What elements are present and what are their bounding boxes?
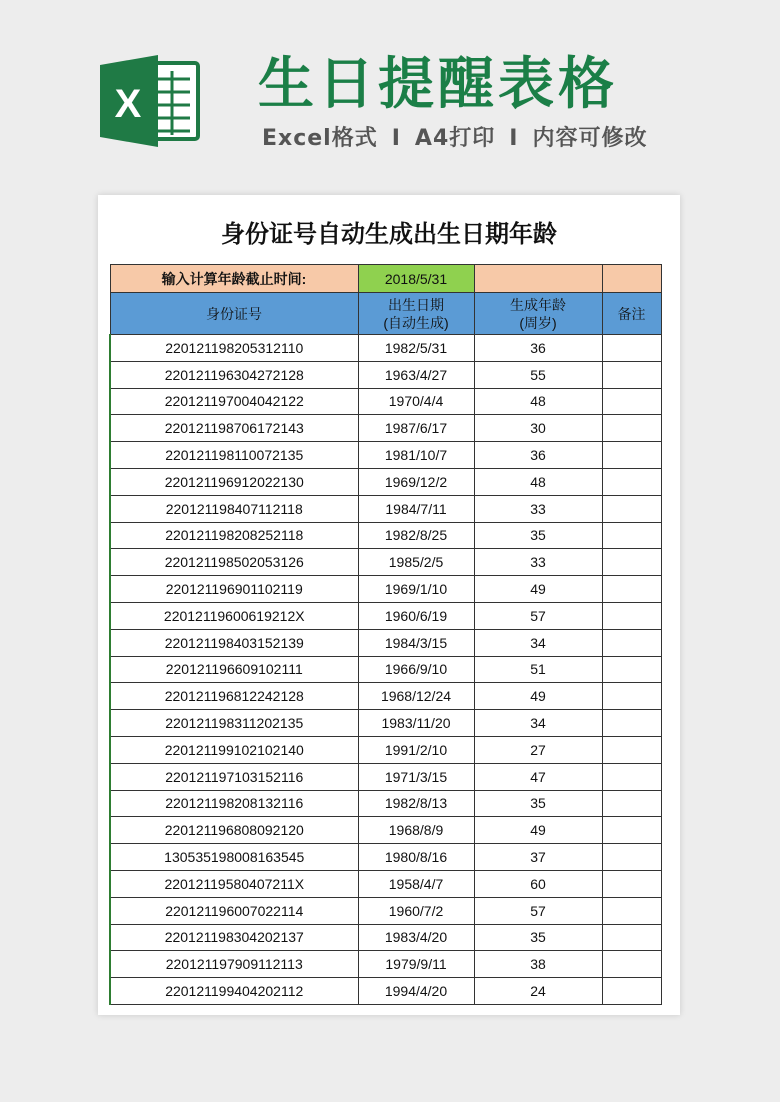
note-cell[interactable] — [602, 495, 661, 522]
birth-date-cell[interactable]: 1966/9/10 — [358, 656, 474, 683]
column-header-birth — [358, 293, 474, 335]
table-row — [110, 388, 661, 415]
birth-date-cell[interactable]: 1969/1/10 — [358, 576, 474, 603]
table-row — [110, 576, 661, 603]
table-row — [110, 602, 661, 629]
note-cell[interactable] — [602, 576, 661, 603]
table-row — [110, 629, 661, 656]
note-cell[interactable] — [602, 817, 661, 844]
column-header-id: 身份证号 — [110, 293, 358, 335]
note-cell[interactable] — [602, 335, 661, 362]
note-cell[interactable] — [602, 388, 661, 415]
id-cell[interactable]: 220121197103152116 — [110, 763, 358, 790]
id-cell[interactable]: 220121199404202112 — [110, 978, 358, 1005]
table-row — [110, 736, 661, 763]
note-cell[interactable] — [602, 629, 661, 656]
id-cell[interactable]: 220121198110072135 — [110, 442, 358, 469]
table-row — [110, 415, 661, 442]
birth-date-cell[interactable]: 1982/8/25 — [358, 522, 474, 549]
column-header-age-line2: (周岁) — [519, 314, 557, 331]
table-row — [110, 656, 661, 683]
birth-date-cell[interactable]: 1960/7/2 — [358, 897, 474, 924]
id-cell[interactable]: 220121197004042122 — [110, 388, 358, 415]
birth-date-cell[interactable]: 1979/9/11 — [358, 951, 474, 978]
age-cell[interactable]: 48 — [474, 468, 602, 495]
spreadsheet-preview — [98, 195, 680, 1015]
age-cell[interactable]: 34 — [474, 710, 602, 737]
age-cell[interactable]: 33 — [474, 495, 602, 522]
birth-date-cell[interactable]: 1984/3/15 — [358, 629, 474, 656]
id-cell[interactable]: 220121198304202137 — [110, 924, 358, 951]
id-cell[interactable]: 22012119580407211X — [110, 870, 358, 897]
table-row — [110, 817, 661, 844]
id-cell[interactable]: 220121196912022130 — [110, 468, 358, 495]
age-cell[interactable]: 37 — [474, 844, 602, 871]
note-cell[interactable] — [602, 656, 661, 683]
table-row — [110, 870, 661, 897]
age-cell[interactable]: 30 — [474, 415, 602, 442]
subtitle-separator: I — [391, 126, 401, 151]
birth-date-cell[interactable]: 1960/6/19 — [358, 602, 474, 629]
age-cell[interactable]: 49 — [474, 576, 602, 603]
table-row — [110, 978, 661, 1005]
id-cell[interactable]: 130535198008163545 — [110, 844, 358, 871]
age-cell[interactable]: 33 — [474, 549, 602, 576]
id-cell[interactable]: 220121198403152139 — [110, 629, 358, 656]
age-cell[interactable]: 36 — [474, 442, 602, 469]
column-header-note: 备注 — [602, 293, 661, 335]
note-cell[interactable] — [602, 951, 661, 978]
table-row — [110, 683, 661, 710]
birth-date-cell[interactable]: 1968/8/9 — [358, 817, 474, 844]
birth-date-cell[interactable]: 1991/2/10 — [358, 736, 474, 763]
table-row — [110, 495, 661, 522]
table-row — [110, 335, 661, 362]
birth-date-cell[interactable]: 1987/6/17 — [358, 415, 474, 442]
table-row — [110, 468, 661, 495]
note-cell[interactable] — [602, 844, 661, 871]
birth-date-cell[interactable]: 1994/4/20 — [358, 978, 474, 1005]
table-row — [110, 844, 661, 871]
age-cell[interactable]: 51 — [474, 656, 602, 683]
id-cell[interactable]: 220121196609102111 — [110, 656, 358, 683]
note-cell[interactable] — [602, 978, 661, 1005]
id-cell[interactable]: 220121196901102119 — [110, 576, 358, 603]
cutoff-empty-cell — [602, 265, 661, 293]
id-cell[interactable]: 220121196304272128 — [110, 361, 358, 388]
age-cell[interactable]: 57 — [474, 602, 602, 629]
cutoff-label: 输入计算年龄截止时间: — [110, 265, 358, 293]
subtitle-format: Excel格式 — [262, 126, 378, 151]
age-cell[interactable]: 27 — [474, 736, 602, 763]
column-header-age — [474, 293, 602, 335]
excel-logo-icon — [100, 55, 202, 147]
id-cell[interactable]: 220121199102102140 — [110, 736, 358, 763]
table-row — [110, 924, 661, 951]
note-cell[interactable] — [602, 415, 661, 442]
birth-date-cell[interactable]: 1981/10/7 — [358, 442, 474, 469]
subtitle-print: A4打印 — [414, 126, 496, 151]
note-cell[interactable] — [602, 442, 661, 469]
age-cell[interactable]: 60 — [474, 870, 602, 897]
id-cell[interactable]: 220121198208252118 — [110, 522, 358, 549]
birth-date-cell[interactable]: 1970/4/4 — [358, 388, 474, 415]
note-cell[interactable] — [602, 602, 661, 629]
birth-date-cell[interactable]: 1969/12/2 — [358, 468, 474, 495]
table-row — [110, 951, 661, 978]
sheet-title: 身份证号自动生成出生日期年龄 — [221, 220, 557, 248]
page-header — [0, 0, 780, 190]
table-row — [110, 790, 661, 817]
birth-date-cell[interactable]: 1971/3/15 — [358, 763, 474, 790]
age-cell[interactable]: 57 — [474, 897, 602, 924]
note-cell[interactable] — [602, 549, 661, 576]
birth-date-cell[interactable]: 1984/7/11 — [358, 495, 474, 522]
note-cell[interactable] — [602, 683, 661, 710]
page-title: 生日提醒表格 — [258, 52, 618, 117]
age-cell[interactable]: 55 — [474, 361, 602, 388]
age-cell[interactable]: 35 — [474, 790, 602, 817]
table-row — [110, 442, 661, 469]
table-row — [110, 897, 661, 924]
id-cell[interactable]: 220121198502053126 — [110, 549, 358, 576]
note-cell[interactable] — [602, 897, 661, 924]
column-header-row — [110, 293, 661, 335]
birth-date-cell[interactable]: 1982/5/31 — [358, 335, 474, 362]
note-cell[interactable] — [602, 924, 661, 951]
id-cell[interactable]: 220121196007022114 — [110, 897, 358, 924]
subtitle-editable: 内容可修改 — [532, 126, 648, 151]
table-row — [110, 549, 661, 576]
table-row — [110, 522, 661, 549]
column-header-birth-line2: (自动生成) — [383, 314, 449, 331]
cutoff-row — [110, 265, 661, 293]
note-cell[interactable] — [602, 870, 661, 897]
note-cell[interactable] — [602, 790, 661, 817]
id-cell[interactable]: 22012119600619212X — [110, 602, 358, 629]
age-cell[interactable]: 24 — [474, 978, 602, 1005]
note-cell[interactable] — [602, 468, 661, 495]
note-cell[interactable] — [602, 522, 661, 549]
id-cell[interactable]: 220121196812242128 — [110, 683, 358, 710]
birth-date-cell[interactable]: 1968/12/24 — [358, 683, 474, 710]
cutoff-date-cell[interactable]: 2018/5/31 — [358, 265, 474, 293]
birth-date-cell[interactable]: 1958/4/7 — [358, 870, 474, 897]
age-cell[interactable]: 35 — [474, 924, 602, 951]
svg-text:X: X — [114, 82, 142, 126]
note-cell[interactable] — [602, 710, 661, 737]
birth-date-cell[interactable]: 1963/4/27 — [358, 361, 474, 388]
note-cell[interactable] — [602, 763, 661, 790]
column-header-age-line1: 生成年龄 — [510, 296, 566, 313]
age-cell[interactable]: 36 — [474, 335, 602, 362]
id-cell[interactable]: 220121198311202135 — [110, 710, 358, 737]
cutoff-empty-cell — [474, 265, 602, 293]
id-cell[interactable]: 220121196808092120 — [110, 817, 358, 844]
table-row — [110, 763, 661, 790]
table-row — [110, 710, 661, 737]
birth-date-cell[interactable]: 1980/8/16 — [358, 844, 474, 871]
id-cell[interactable]: 220121198407112118 — [110, 495, 358, 522]
birth-date-cell[interactable]: 1982/8/13 — [358, 790, 474, 817]
subtitle-separator: I — [509, 126, 519, 151]
age-cell[interactable]: 48 — [474, 388, 602, 415]
birth-date-cell[interactable]: 1983/11/20 — [358, 710, 474, 737]
table-row — [110, 361, 661, 388]
column-header-birth-line1: 出生日期 — [388, 296, 444, 313]
age-cell[interactable]: 34 — [474, 629, 602, 656]
note-cell[interactable] — [602, 361, 661, 388]
page-subtitle — [262, 124, 647, 154]
note-cell[interactable] — [602, 736, 661, 763]
id-cell[interactable]: 220121198208132116 — [110, 790, 358, 817]
id-cell[interactable]: 220121198205312110 — [110, 335, 358, 362]
birth-date-cell[interactable]: 1983/4/20 — [358, 924, 474, 951]
age-cell[interactable]: 49 — [474, 683, 602, 710]
id-cell[interactable]: 220121197909112113 — [110, 951, 358, 978]
id-cell[interactable]: 220121198706172143 — [110, 415, 358, 442]
age-cell[interactable]: 38 — [474, 951, 602, 978]
age-cell[interactable]: 35 — [474, 522, 602, 549]
age-cell[interactable]: 49 — [474, 817, 602, 844]
birth-date-cell[interactable]: 1985/2/5 — [358, 549, 474, 576]
birthday-table — [109, 264, 662, 1005]
age-cell[interactable]: 47 — [474, 763, 602, 790]
